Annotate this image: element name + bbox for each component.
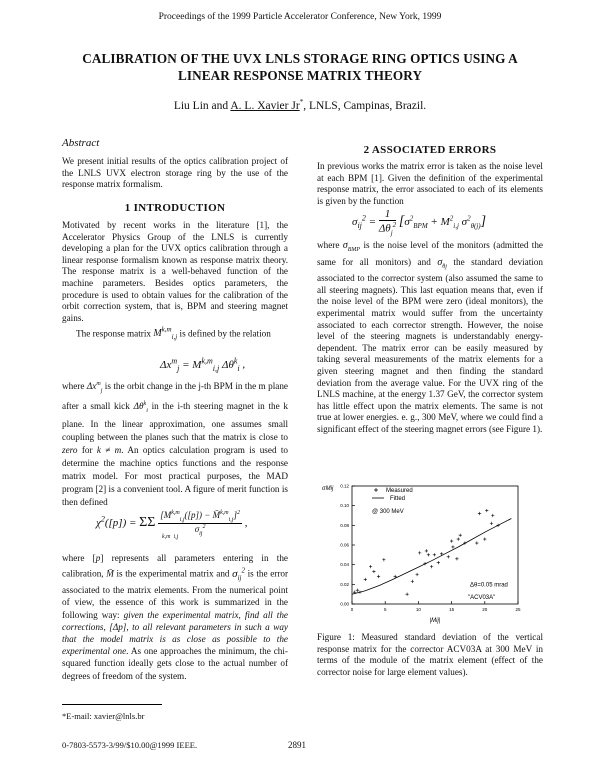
abstract-text: We present initial results of the optics calibration project of the LNLS UVX electron storage ring by the use of the response matrix formalism. xyxy=(62,156,288,190)
y-tick-label: 0.02 xyxy=(340,581,349,587)
measured-point xyxy=(369,565,372,568)
figure-caption: Figure 1: Measured standard deviation of the vertical response matrix for the corrector ACV03A at 300 MeV in terms of the module of the matrix element (effect of the corrector noise for large element values). xyxy=(317,632,543,677)
energy-annotation: @ 300 MeV xyxy=(372,509,404,515)
y-axis-label: σMij xyxy=(322,486,334,492)
measured-point xyxy=(483,538,486,541)
footnote-rule xyxy=(62,704,162,705)
measured-point xyxy=(447,555,450,558)
measured-point xyxy=(490,522,493,525)
measured-point xyxy=(418,551,421,554)
y-tick-label: 0.06 xyxy=(340,542,349,548)
abstract-title: Abstract xyxy=(62,137,100,149)
measured-point xyxy=(457,538,460,541)
x-tick-label: 10 xyxy=(415,607,421,612)
author-2: A. L. Xavier Jr xyxy=(230,99,300,112)
proceedings-header: Proceedings of the 1999 Particle Accelerator Conference, New York, 1999 xyxy=(158,12,442,22)
measured-point xyxy=(455,557,458,560)
kick-annotation: Δθ=0.05 mrad xyxy=(470,582,508,589)
copyright-line: 0-7803-5573-3/99/$10.00@1999 IEEE. xyxy=(62,740,198,750)
measured-point xyxy=(411,580,414,583)
title-line-1: CALIBRATION OF THE UVX LNLS STORAGE RING OPTICS USING A xyxy=(82,51,518,66)
x-tick-label: 20 xyxy=(482,607,488,612)
x-axis-label: |Mij| xyxy=(429,618,441,624)
measured-point xyxy=(459,534,462,537)
footnote-mark: * xyxy=(299,98,304,106)
equation-chi-squared: $\chi^2([p]) = \Sigma\Sigma$ [$M^{k,m}_{i,j}([p])$ − M̄$^{k,m}_{i,j}$]$^2$ $\sigma_{ij}^2$ , k,m i,j xyxy=(96,510,248,540)
legend-measured-label: Measured xyxy=(386,488,413,494)
section-errors-heading: 2 ASSOCIATED ERRORS xyxy=(363,144,497,156)
title-line-2: LINEAR RESPONSE MATRIX THEORY xyxy=(177,68,423,83)
measured-point xyxy=(415,573,418,576)
measured-point xyxy=(433,553,436,556)
footnote: *E-mail: xavier@lnls.br xyxy=(62,711,145,721)
author-1: Liu Lin and xyxy=(173,99,231,112)
errors-paragraph-2: where $\sigma_{BMP}$ is the noise level of the monitors (admitted the same for all monitors) and $\sigma_{\theta j}$ the standard deviation associated to the corrector system (also assumed the same to all steering magnets). This last equation means that, even if the noise level of the BPM were zero (ideal monitors), the experimental matrix would suffer from the uncertainty associated to each corrector strength. However, the noise level of the steering magnets is understandably energy-dependent. The matrix error can be easily measured by taking several measurements of the matrix elements for a given steering magnet and then finding the standard deviation from the average value. For the UVX ring of the LNLS machine, at the energy 1.37 GeV, the corrector system has little effect upon the matrix elements. The same is not true at lower energies. e. g., 300 MeV, where we could find a significant effect of the steering magnet errors (see Figure 1). xyxy=(317,240,544,434)
measured-point xyxy=(382,558,385,561)
x-tick-label: 25 xyxy=(515,607,521,612)
equation-matrix-error: $\sigma_{ij}^2$ = 1 $\Delta\theta_j^2$ [$\sigma^2_{BPM} + M^2_{i,j}$ $\sigma^2_{\theta(j)}$] xyxy=(352,208,487,237)
corrector-annotation: "ACV03A" xyxy=(468,595,496,602)
intro-paragraph-1: Motivated by recent works in the literature [1], the Accelerator Physics Group of the LNLS is currently developing a plan for the UVX optics calibration through a linear response formalism known as response matrix theory. The response matrix is a well-behaved function of the machine parameters. Besides optics parameters, the procedure is used to obtain values for the calibration of the orbit correction system, that is, BPM and steering magnet gains. xyxy=(62,220,288,323)
measured-point xyxy=(475,541,478,544)
measured-point xyxy=(478,512,481,515)
paper-title xyxy=(60,50,540,84)
x-tick-label: 0 xyxy=(350,607,354,612)
measured-point xyxy=(430,565,433,568)
x-tick-label: 15 xyxy=(449,607,455,612)
y-tick-label: 0.12 xyxy=(340,483,349,489)
measured-point xyxy=(451,545,454,548)
section-introduction-heading: 1 INTRODUCTION xyxy=(124,202,226,214)
measured-point xyxy=(356,589,359,592)
measured-point xyxy=(358,591,361,594)
measured-point xyxy=(377,575,380,578)
measured-point xyxy=(437,561,440,564)
intro-paragraph-4: where [p] represents all parameters entering in the calibration, M̄ is the experimental matrix and $\sigma_{ij}^2$ is the error associated to the matrix elements. From the numerical point of view, the essence of this work is summarized in the following way: given the experimental matrix, find all the corrections, [Δp], to all relevant parameters in such a way that the model matrix is as close as possible to the experimental one. As one approaches the minimum, the chi-squared function ideally gets close to the actual number of degrees of freedom of the system. xyxy=(62,553,289,681)
measured-point xyxy=(450,539,453,542)
y-tick-label: 0.08 xyxy=(340,522,349,528)
measured-point xyxy=(496,524,499,527)
legend-measured-marker xyxy=(374,488,378,492)
y-tick-label: 0.04 xyxy=(340,562,349,568)
y-tick-label: 0.00 xyxy=(340,601,349,607)
author-line xyxy=(0,98,600,112)
intro-paragraph-3: where $\Delta x^m_j$ is the orbit change in the j-th BPM in the m plane after a small kick $\Delta\theta^k_i$ in the i-th steering magnet in the k plane. In the linear approximation, one assumes small coupling between the planes such that the matrix is close to zero for k ≠ m. An optics calculation program is used to determine the machine optics functions and the response matrix model. For most practical purposes, the MAD program [2] is a convenient tool. A figure of merit function is then defined xyxy=(62,381,289,507)
measured-point xyxy=(364,578,367,581)
legend-fitted-label: Fitted xyxy=(390,496,406,502)
y-tick-label: 0.10 xyxy=(340,503,349,509)
x-tick-label: 5 xyxy=(383,607,387,612)
errors-paragraph-1: In previous works the matrix error is taken as the noise level at each BPM [1]. Given the definition of the experimental response matrix, the error associated to each of its elements is given by the function xyxy=(317,161,543,206)
measured-point xyxy=(406,593,409,596)
measured-point xyxy=(485,509,488,512)
measured-point xyxy=(491,514,494,517)
intro-paragraph-2: The response matrix M$^{k,m}_{i,j}$ is defined by the relation xyxy=(76,326,271,342)
figure-1-scatter-chart xyxy=(318,476,544,626)
page-number: 2891 xyxy=(288,740,306,750)
measured-point xyxy=(372,570,375,573)
affiliation: , LNLS, Campinas, Brazil. xyxy=(303,99,427,112)
measured-point xyxy=(427,553,430,556)
equation-response-matrix: $\Delta x^m_j = M^{k,m}_{i,j}$ $\Delta\theta^k_i$ , xyxy=(160,356,246,373)
measured-point xyxy=(425,549,428,552)
